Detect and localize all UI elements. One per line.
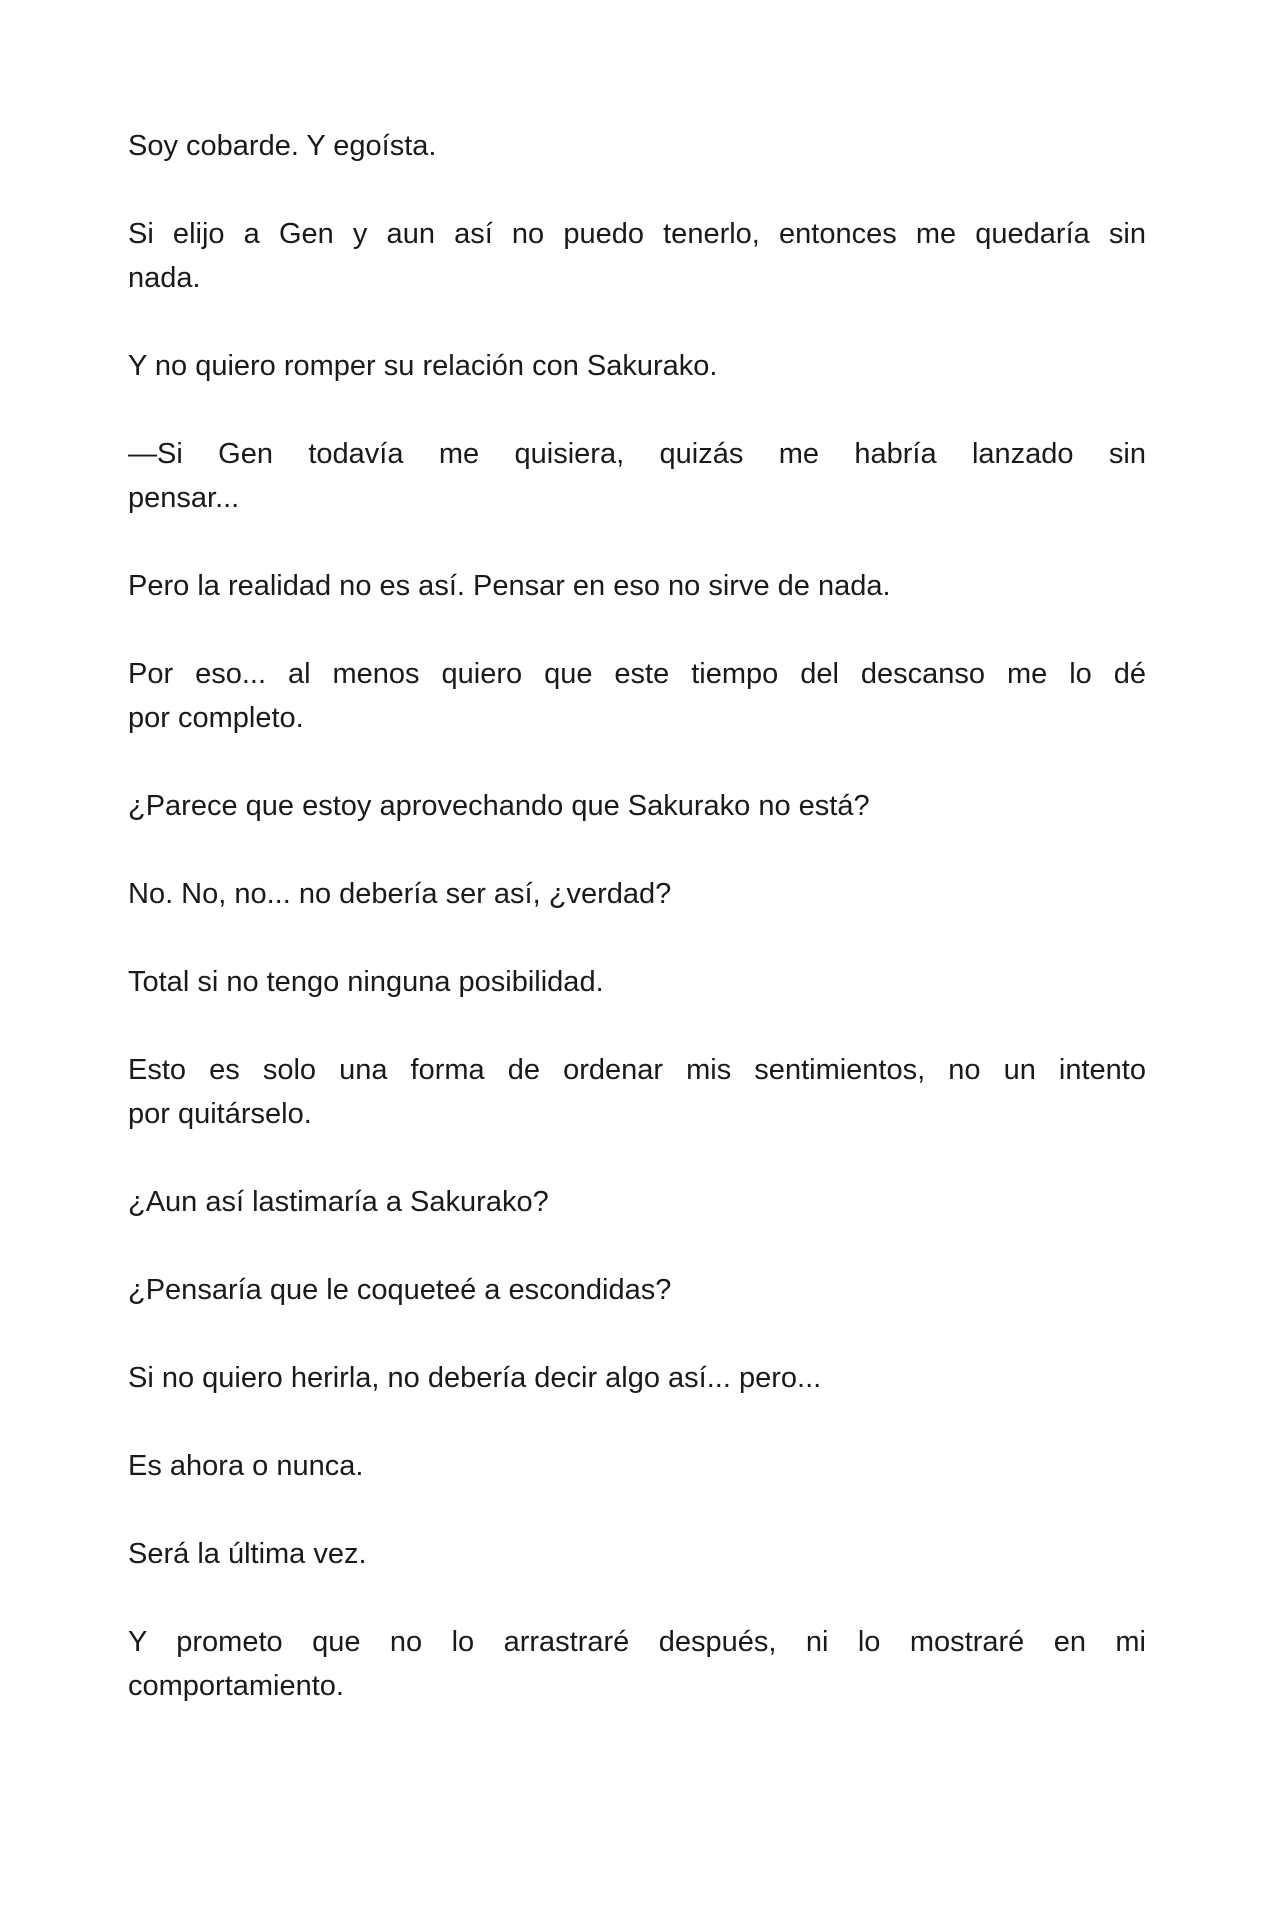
paragraph-line: comportamiento. xyxy=(128,1670,344,1702)
paragraph xyxy=(128,960,1146,1004)
paragraph-line: No. No, no... no debería ser así, ¿verdad? xyxy=(128,878,672,910)
paragraph xyxy=(128,1180,1146,1224)
paragraph-line: ¿Parece que estoy aprovechando que Sakurako no está? xyxy=(128,790,870,822)
paragraph xyxy=(128,1048,1146,1136)
paragraph-line: por quitárselo. xyxy=(128,1098,312,1130)
paragraph-line: por completo. xyxy=(128,702,304,734)
paragraph xyxy=(128,1620,1146,1708)
paragraph-line: ¿Aun así lastimaría a Sakurako? xyxy=(128,1186,549,1218)
paragraph xyxy=(128,564,1146,608)
paragraph xyxy=(128,432,1146,520)
paragraph xyxy=(128,872,1146,916)
document-page xyxy=(128,124,1146,1752)
paragraph xyxy=(128,1444,1146,1488)
paragraph-line: nada. xyxy=(128,262,201,294)
paragraph-line: pensar... xyxy=(128,482,240,514)
paragraph xyxy=(128,1356,1146,1400)
paragraph-line: Esto es solo una forma de ordenar mis sentimientos, no un intento xyxy=(128,1054,1146,1086)
paragraph-line: Total si no tengo ninguna posibilidad. xyxy=(128,966,604,998)
paragraph xyxy=(128,652,1146,740)
paragraph xyxy=(128,212,1146,300)
paragraph-line: Y no quiero romper su relación con Sakurako. xyxy=(128,350,718,382)
paragraph-line: Y prometo que no lo arrastraré después, ni lo mostraré en mi xyxy=(128,1626,1146,1658)
paragraph xyxy=(128,784,1146,828)
paragraph-line: Soy cobarde. Y egoísta. xyxy=(128,130,437,162)
paragraph xyxy=(128,344,1146,388)
paragraph-line: Si no quiero herirla, no debería decir algo así... pero... xyxy=(128,1362,822,1394)
paragraph-line: Pero la realidad no es así. Pensar en eso no sirve de nada. xyxy=(128,570,891,602)
paragraph xyxy=(128,124,1146,168)
paragraph-line: Por eso... al menos quiero que este tiempo del descanso me lo dé xyxy=(128,658,1146,690)
paragraph-line: ¿Pensaría que le coqueteé a escondidas? xyxy=(128,1274,672,1306)
paragraph-line: —Si Gen todavía me quisiera, quizás me habría lanzado sin xyxy=(128,438,1146,470)
paragraph xyxy=(128,1268,1146,1312)
paragraph-line: Si elijo a Gen y aun así no puedo tenerlo, entonces me quedaría sin xyxy=(128,218,1146,250)
paragraph-line: Será la última vez. xyxy=(128,1538,367,1570)
paragraph-line: Es ahora o nunca. xyxy=(128,1450,364,1482)
paragraph xyxy=(128,1532,1146,1576)
